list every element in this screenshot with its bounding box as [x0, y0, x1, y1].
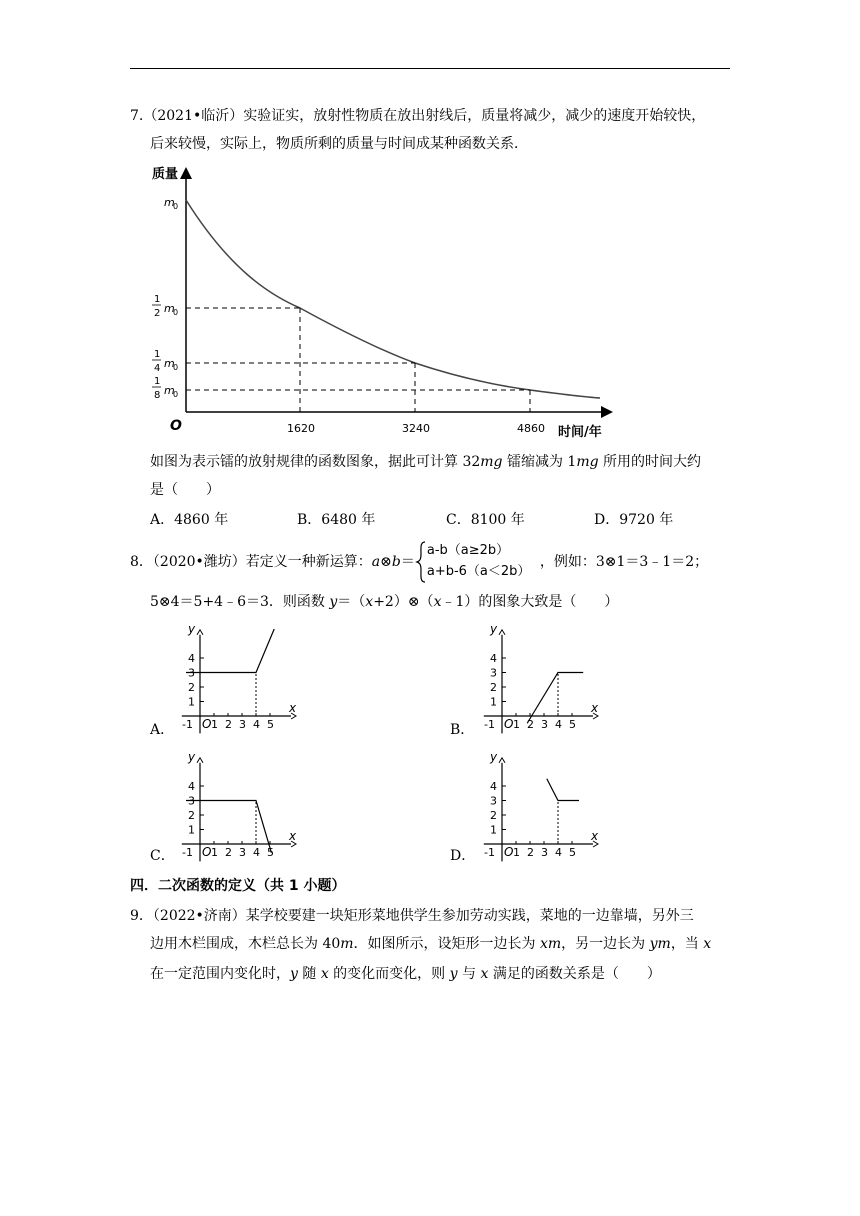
y-tick-label: 1: [188, 823, 195, 837]
x-tick-label: 3: [239, 718, 246, 731]
svg-text:1: 1: [154, 349, 161, 360]
svg-text:0: 0: [173, 202, 179, 211]
x-axis-label: x: [591, 829, 599, 843]
q8-option-d: D．: [450, 848, 476, 864]
y-tick-eighth-m0: [152, 376, 178, 401]
y-tick-label: 3: [490, 794, 497, 808]
origin-label: O: [202, 845, 212, 859]
x-tick-label: 2: [527, 718, 534, 731]
y-tick-label: 2: [490, 681, 497, 694]
y-tick-label: 4: [490, 652, 497, 665]
q7-option-a: A．4860 年: [150, 512, 229, 528]
q8-option-b: B．: [450, 722, 475, 738]
q8-graph-d: [474, 742, 604, 862]
q8-line-2: 5⊗4＝5+4﹣6＝3．则函数 y＝（x+2）⊗（x﹣1）的图象大致是（ ）: [150, 594, 619, 610]
origin-label: O: [504, 845, 514, 859]
svg-text:m: m: [164, 302, 175, 315]
function-curve: [186, 629, 274, 673]
x-axis-label: 时间/年: [558, 425, 602, 440]
svg-text:1: 1: [154, 294, 161, 305]
decay-curve: [186, 200, 600, 398]
y-tick-label: 1: [188, 695, 195, 709]
x-tick-label: 5: [267, 718, 274, 731]
x-tick-label: 1: [513, 718, 520, 731]
y-tick-label: 3: [188, 666, 195, 680]
function-curve: [547, 779, 579, 801]
q7-option-b: B．6480 年: [297, 512, 376, 528]
svg-text:m: m: [164, 384, 175, 397]
header-rule: [130, 68, 730, 69]
y-tick-label: 4: [188, 652, 195, 665]
y-tick-label: 1: [490, 823, 497, 837]
q7-option-c: C．8100 年: [446, 512, 525, 528]
origin-label: O: [170, 418, 182, 434]
q8-option-a: A．: [150, 722, 175, 738]
x-tick-label: 1: [211, 718, 218, 731]
x-tick-label: 4: [555, 846, 562, 859]
y-axis-label: y: [490, 621, 498, 636]
x-tick-label: -1: [182, 846, 193, 859]
y-tick-m0: [164, 196, 178, 211]
y-tick-label: 2: [188, 809, 195, 822]
svg-text:m: m: [164, 196, 175, 209]
svg-text:m: m: [164, 357, 175, 370]
q7-line-3: 如图为表示镭的放射规律的函数图象，据此可计算 32mg 镭缩减为 1mg 所用的时间大约: [150, 454, 702, 470]
y-axis-arrow: [197, 630, 203, 635]
y-axis-arrow: [197, 758, 203, 763]
x-tick-label: 3: [541, 718, 548, 731]
q8-option-c: C．: [150, 848, 175, 864]
svg-text:8: 8: [154, 390, 161, 401]
svg-text:0: 0: [173, 308, 179, 317]
svg-text:0: 0: [173, 390, 179, 399]
x-tick-1620: 1620: [287, 422, 315, 435]
y-tick-label: 2: [490, 809, 497, 822]
x-tick-label: 2: [225, 846, 232, 859]
y-tick-quarter-m0: [152, 349, 178, 374]
y-tick-half-m0: [152, 294, 178, 319]
function-curve: [186, 801, 271, 853]
origin-label: O: [202, 717, 212, 731]
y-axis-label: y: [490, 749, 498, 764]
x-tick-label: 4: [253, 846, 260, 859]
x-axis-label: x: [289, 829, 297, 843]
x-tick-label: 5: [569, 846, 576, 859]
piecewise-definition: a-b（a≥2b） a+b-6（a＜2b）: [415, 540, 540, 584]
x-tick-label: 3: [541, 846, 548, 859]
decay-graph: [140, 160, 620, 445]
x-tick-label: 1: [211, 846, 218, 859]
x-tick-label: 2: [225, 718, 232, 731]
x-tick-label: -1: [182, 718, 193, 731]
x-tick-label: 4: [555, 718, 562, 731]
x-tick-label: 5: [569, 718, 576, 731]
y-axis-arrow: [499, 630, 505, 635]
q9-line-1: 9．（2022•济南）某学校要建一块矩形菜地供学生参加劳动实践，菜地的一边靠墙，另外三: [130, 908, 694, 924]
x-tick-label: 2: [527, 846, 534, 859]
y-axis-label: y: [188, 621, 196, 636]
svg-text:0: 0: [173, 363, 179, 372]
x-tick-label: 3: [239, 846, 246, 859]
y-tick-label: 3: [188, 794, 195, 808]
x-axis-label: x: [591, 701, 599, 715]
x-tick-label: -1: [484, 718, 495, 731]
q7-line-4: 是（ ）: [150, 482, 220, 498]
x-tick-label: 4: [253, 718, 260, 731]
y-tick-label: 4: [188, 780, 195, 793]
svg-text:4: 4: [154, 363, 161, 374]
q8-graph-a: [172, 614, 302, 734]
y-axis-label: y: [188, 749, 196, 764]
q8-graph-c: [172, 742, 302, 862]
q8-graph-b: [474, 614, 604, 734]
x-tick-3240: 3240: [402, 422, 430, 435]
svg-text:1: 1: [154, 376, 161, 387]
y-axis-label: 质量: [152, 167, 179, 182]
q9-line-2: 边用木栏围成，木栏总长为 40m．如图所示，设矩形一边长为 xm，另一边长为 ym，当 x: [150, 936, 712, 952]
y-tick-label: 4: [490, 780, 497, 793]
q7-line-1: 7.（2021•临沂）实验证实，放射性物质在放出射线后，质量将减少，减少的速度开始较快，: [130, 108, 706, 124]
section-heading: 四．二次函数的定义（共 1 小题）: [130, 878, 346, 894]
x-tick-4860: 4860: [517, 422, 545, 435]
q8-line-1: 8．（2020•潍坊）若定义一种新运算：a⊗b＝ a-b（a≥2b） a+b-6（a＜2b） ，例如：3⊗1＝3﹣1＝2；: [130, 540, 708, 584]
x-axis-label: x: [289, 701, 297, 715]
x-tick-label: 5: [267, 846, 274, 859]
x-tick-label: 1: [513, 846, 520, 859]
y-tick-label: 3: [490, 666, 497, 680]
y-tick-label: 2: [188, 681, 195, 694]
origin-label: O: [504, 717, 514, 731]
svg-text:2: 2: [154, 308, 161, 319]
q7-option-d: D．9720 年: [594, 512, 674, 528]
y-axis-arrow: [499, 758, 505, 763]
x-tick-label: -1: [484, 846, 495, 859]
y-tick-label: 1: [490, 695, 497, 709]
q9-line-3: 在一定范围内变化时，y 随 x 的变化而变化，则 y 与 x 满足的函数关系是（ ）: [150, 966, 661, 982]
q7-line-2: 后来较慢，实际上，物质所剩的质量与时间成某种函数关系．: [150, 136, 528, 152]
